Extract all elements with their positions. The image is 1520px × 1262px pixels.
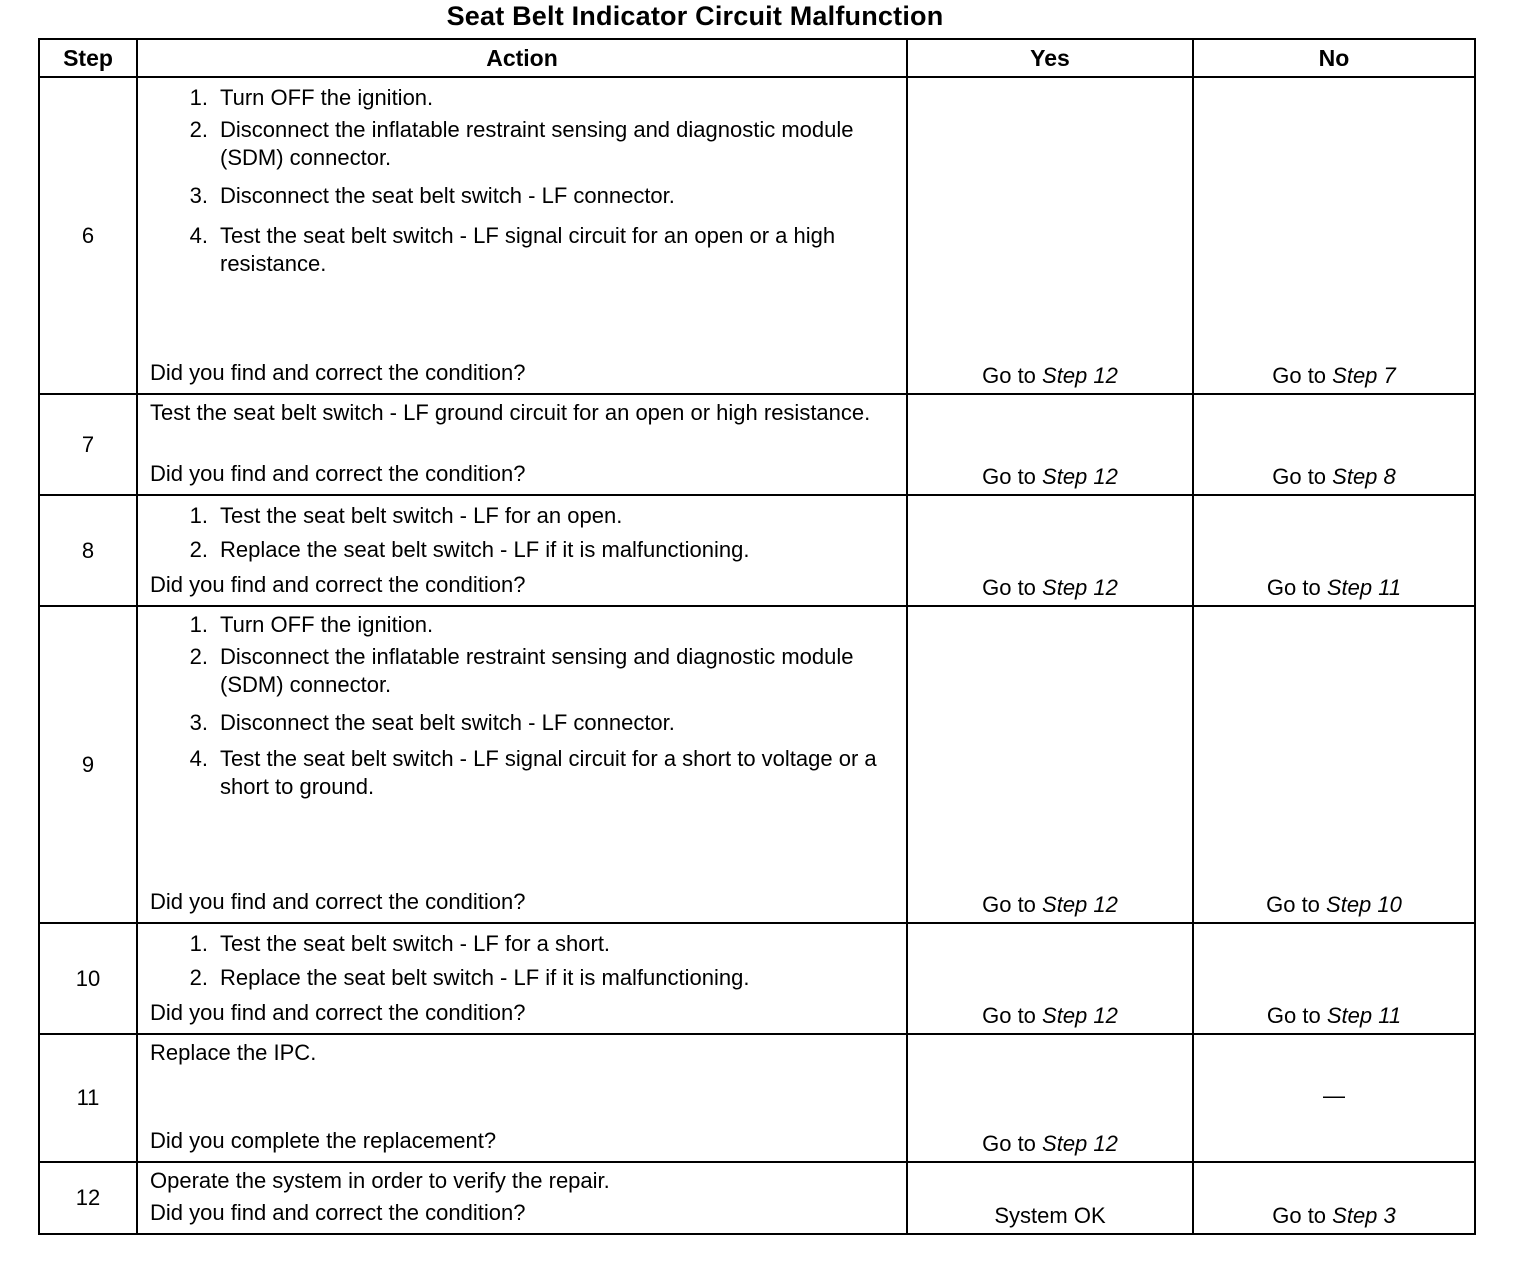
item-number: 2. [189, 537, 208, 562]
step-reference: Step 12 [1042, 363, 1118, 388]
header-no: No [1193, 39, 1475, 77]
goto-label: Go to [982, 363, 1043, 388]
step-number: 8 [39, 495, 137, 606]
list-item [138, 611, 906, 639]
action-content [138, 395, 906, 490]
header-action: Action [137, 39, 907, 77]
no-cell [1193, 606, 1475, 923]
yes-cell [907, 606, 1193, 923]
item-number: 4. [189, 223, 208, 248]
action-question: Did you find and correct the condition? [150, 1000, 526, 1025]
item-number: 4. [189, 746, 208, 771]
goto-label: Go to [1266, 575, 1327, 600]
item-text: Disconnect the inflatable restraint sensing and diagnostic module (SDM) connector. [220, 644, 854, 697]
item-number: 3. [189, 183, 208, 208]
action-question: Did you find and correct the condition? [150, 889, 526, 914]
step-reference: Step 3 [1332, 1203, 1396, 1228]
action-question: Did you find and correct the condition? [150, 461, 526, 486]
table-row [39, 1162, 1475, 1234]
yes-cell [907, 1034, 1193, 1162]
list-item [138, 84, 906, 112]
no-cell [1193, 495, 1475, 606]
item-text: Disconnect the seat belt switch - LF connector. [220, 183, 675, 208]
action-cell [137, 1162, 907, 1234]
step-reference: Step 12 [1042, 464, 1118, 489]
header-yes: Yes [907, 39, 1193, 77]
step-reference: Step 7 [1332, 363, 1396, 388]
item-number: 2. [189, 965, 208, 990]
goto-label: Go to [982, 1131, 1043, 1156]
item-text: Turn OFF the ignition. [220, 85, 434, 110]
goto-label: Go to [982, 892, 1043, 917]
item-text: Turn OFF the ignition. [220, 612, 434, 637]
goto-label: Go to [1272, 363, 1333, 388]
table-row [39, 1034, 1475, 1162]
action-cell [137, 495, 907, 606]
list-item [138, 116, 906, 172]
step-number: 7 [39, 394, 137, 495]
item-text: Test the seat belt switch - LF signal circuit for a short to voltage or a short to ground. [220, 746, 877, 799]
table-row [39, 394, 1475, 495]
yes-cell [907, 1162, 1193, 1234]
goto-label: Go to [982, 464, 1043, 489]
goto-label: Go to [1272, 1203, 1333, 1228]
action-text: Operate the system in order to verify the repair. [150, 1168, 610, 1193]
action-content [138, 1035, 906, 1157]
goto-label: Go to [1272, 464, 1333, 489]
action-content [138, 78, 906, 389]
step-number: 6 [39, 77, 137, 394]
item-number: 3. [189, 710, 208, 735]
step-reference: Step 10 [1326, 892, 1402, 917]
list-item [138, 964, 906, 992]
item-text: Replace the seat belt switch - LF if it is malfunctioning. [220, 965, 750, 990]
item-number: 2. [189, 117, 208, 142]
step-reference: Step 11 [1326, 575, 1402, 600]
item-text: Test the seat belt switch - LF for an open. [220, 503, 623, 528]
table-row [39, 77, 1475, 394]
action-content [138, 496, 906, 601]
header-row [39, 39, 1475, 77]
action-cell [137, 77, 907, 394]
item-number: 1. [189, 612, 208, 637]
step-reference: Step 8 [1332, 464, 1396, 489]
action-text: Replace the IPC. [150, 1040, 317, 1065]
action-cell [137, 1034, 907, 1162]
goto-label: Go to [982, 575, 1043, 600]
goto-label: Go to [982, 1003, 1043, 1028]
list-item [138, 222, 906, 278]
list-item [138, 745, 906, 801]
goto-label: Go to [1266, 892, 1327, 917]
step-number: 11 [39, 1034, 137, 1162]
item-number: 1. [189, 931, 208, 956]
action-cell [137, 606, 907, 923]
table-row [39, 606, 1475, 923]
item-text: Test the seat belt switch - LF for a short. [220, 931, 611, 956]
table-row [39, 923, 1475, 1034]
step-reference: Step 12 [1042, 892, 1118, 917]
action-question: Did you find and correct the condition? [150, 1200, 526, 1225]
no-cell [1193, 77, 1475, 394]
yes-cell [907, 923, 1193, 1034]
step-number: 9 [39, 606, 137, 923]
list-item [138, 502, 906, 530]
action-question: Did you complete the replacement? [150, 1128, 497, 1153]
yes-cell [907, 394, 1193, 495]
yes-cell [907, 495, 1193, 606]
item-number: 1. [189, 85, 208, 110]
no-cell [1193, 1034, 1475, 1162]
item-text: Disconnect the seat belt switch - LF connector. [220, 710, 675, 735]
no-cell [1193, 923, 1475, 1034]
step-reference: Step 12 [1042, 1003, 1118, 1028]
action-content [138, 1163, 906, 1229]
page-title: Seat Belt Indicator Circuit Malfunction [446, 1, 944, 31]
step-reference: Step 12 [1042, 1131, 1118, 1156]
diagnostic-table [38, 38, 1476, 1235]
header-step: Step [39, 39, 137, 77]
action-question: Did you find and correct the condition? [150, 572, 526, 597]
no-cell [1193, 1162, 1475, 1234]
item-text: Disconnect the inflatable restraint sensing and diagnostic module (SDM) connector. [220, 117, 854, 170]
action-content [138, 607, 906, 918]
goto-label: Go to [1266, 1003, 1327, 1028]
list-item [138, 709, 906, 737]
list-item [138, 643, 906, 699]
item-number: 2. [189, 644, 208, 669]
no-cell [1193, 394, 1475, 495]
step-reference: Step 12 [1042, 575, 1118, 600]
action-content [138, 924, 906, 1029]
table-row [39, 495, 1475, 606]
list-item [138, 930, 906, 958]
list-item [138, 182, 906, 210]
action-text: Test the seat belt switch - LF ground circuit for an open or high resistance. [150, 400, 871, 425]
action-cell [137, 923, 907, 1034]
step-reference: Step 11 [1326, 1003, 1402, 1028]
list-item [138, 536, 906, 564]
item-text: Replace the seat belt switch - LF if it is malfunctioning. [220, 537, 750, 562]
yes-result: System OK [994, 1203, 1106, 1228]
action-question: Did you find and correct the condition? [150, 360, 526, 385]
step-number: 12 [39, 1162, 137, 1234]
item-number: 1. [189, 503, 208, 528]
item-text: Test the seat belt switch - LF signal circuit for an open or a high resistance. [220, 223, 836, 276]
no-result: — [1323, 1083, 1345, 1108]
step-number: 10 [39, 923, 137, 1034]
yes-cell [907, 77, 1193, 394]
action-cell [137, 394, 907, 495]
